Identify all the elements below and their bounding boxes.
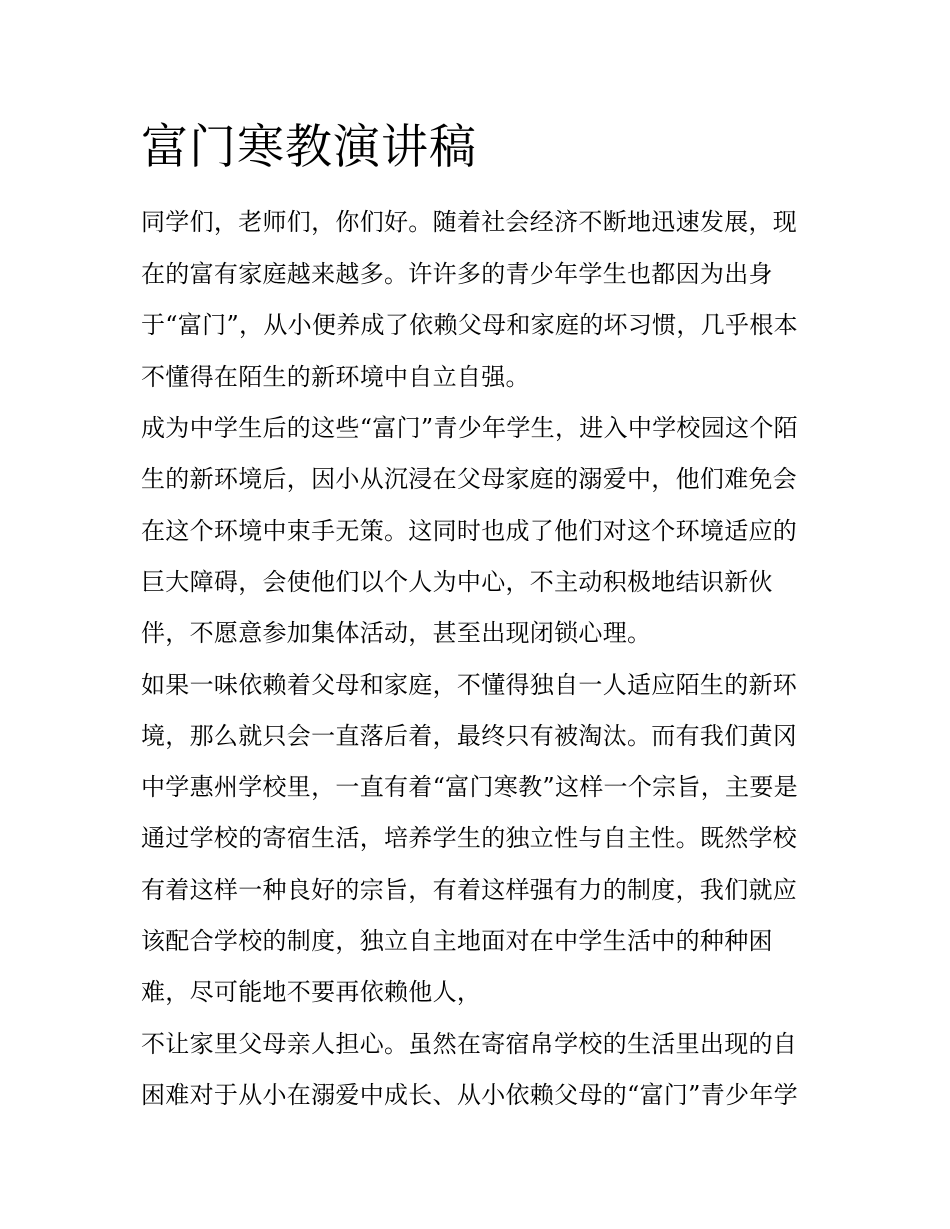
text-line: 中学惠州学校里，一直有着“富门寒教”这样一个宗旨，主要是 bbox=[141, 773, 798, 801]
text-line: 有着这样一种良好的宗旨，有着这样强有力的制度，我们就应 bbox=[141, 876, 798, 904]
text-line: 通过学校的寄宿生活，培养学生的独立性与自主性。既然学校 bbox=[141, 824, 798, 852]
text-line: 于“富门”，从小便养成了依赖父母和家庭的坏习惯，几乎根本 bbox=[141, 311, 798, 339]
text-line: 境，那么就只会一直落后着，最终只有被淘汰。而有我们黄冈 bbox=[141, 722, 798, 750]
text-line: 同学们，老师们，你们好。随着社会经济不断地迅速发展，现 bbox=[141, 208, 798, 236]
text-line: 巨大障碍，会使他们以个人为中心，不主动积极地结识新伙 bbox=[141, 568, 773, 596]
text-line: 如果一味依赖着父母和家庭，不懂得独自一人适应陌生的新环 bbox=[141, 671, 798, 699]
text-line: 在的富有家庭越来越多。许许多的青少年学生也都因为出身 bbox=[141, 260, 773, 288]
text-line: 生的新环境后，因小从沉浸在父母家庭的溺爱中，他们难免会 bbox=[141, 465, 798, 493]
text-line: 在这个环境中束手无策。这同时也成了他们对这个环境适应的 bbox=[141, 517, 798, 545]
text-line: 困难对于从小在溺爱中成长、从小依赖父母的“富门”青少年学 bbox=[141, 1081, 798, 1109]
text-line: 成为中学生后的这些“富门”青少年学生，进入中学校园这个陌 bbox=[141, 414, 798, 442]
text-line: 难，尽可能地不要再依赖他人， bbox=[141, 978, 482, 1006]
page-title: 富门寒教演讲稿 bbox=[141, 120, 477, 175]
text-line: 该配合学校的制度，独立自主地面对在中学生活中的种种困 bbox=[141, 927, 773, 955]
text-line: 不让家里父母亲人担心。虽然在寄宿帛学校的生活里出现的自 bbox=[141, 1030, 798, 1058]
text-line: 伴，不愿意参加集体活动，甚至出现闭锁心理。 bbox=[141, 619, 652, 647]
text-line: 不懂得在陌生的新环境中自立自强。 bbox=[141, 363, 530, 391]
